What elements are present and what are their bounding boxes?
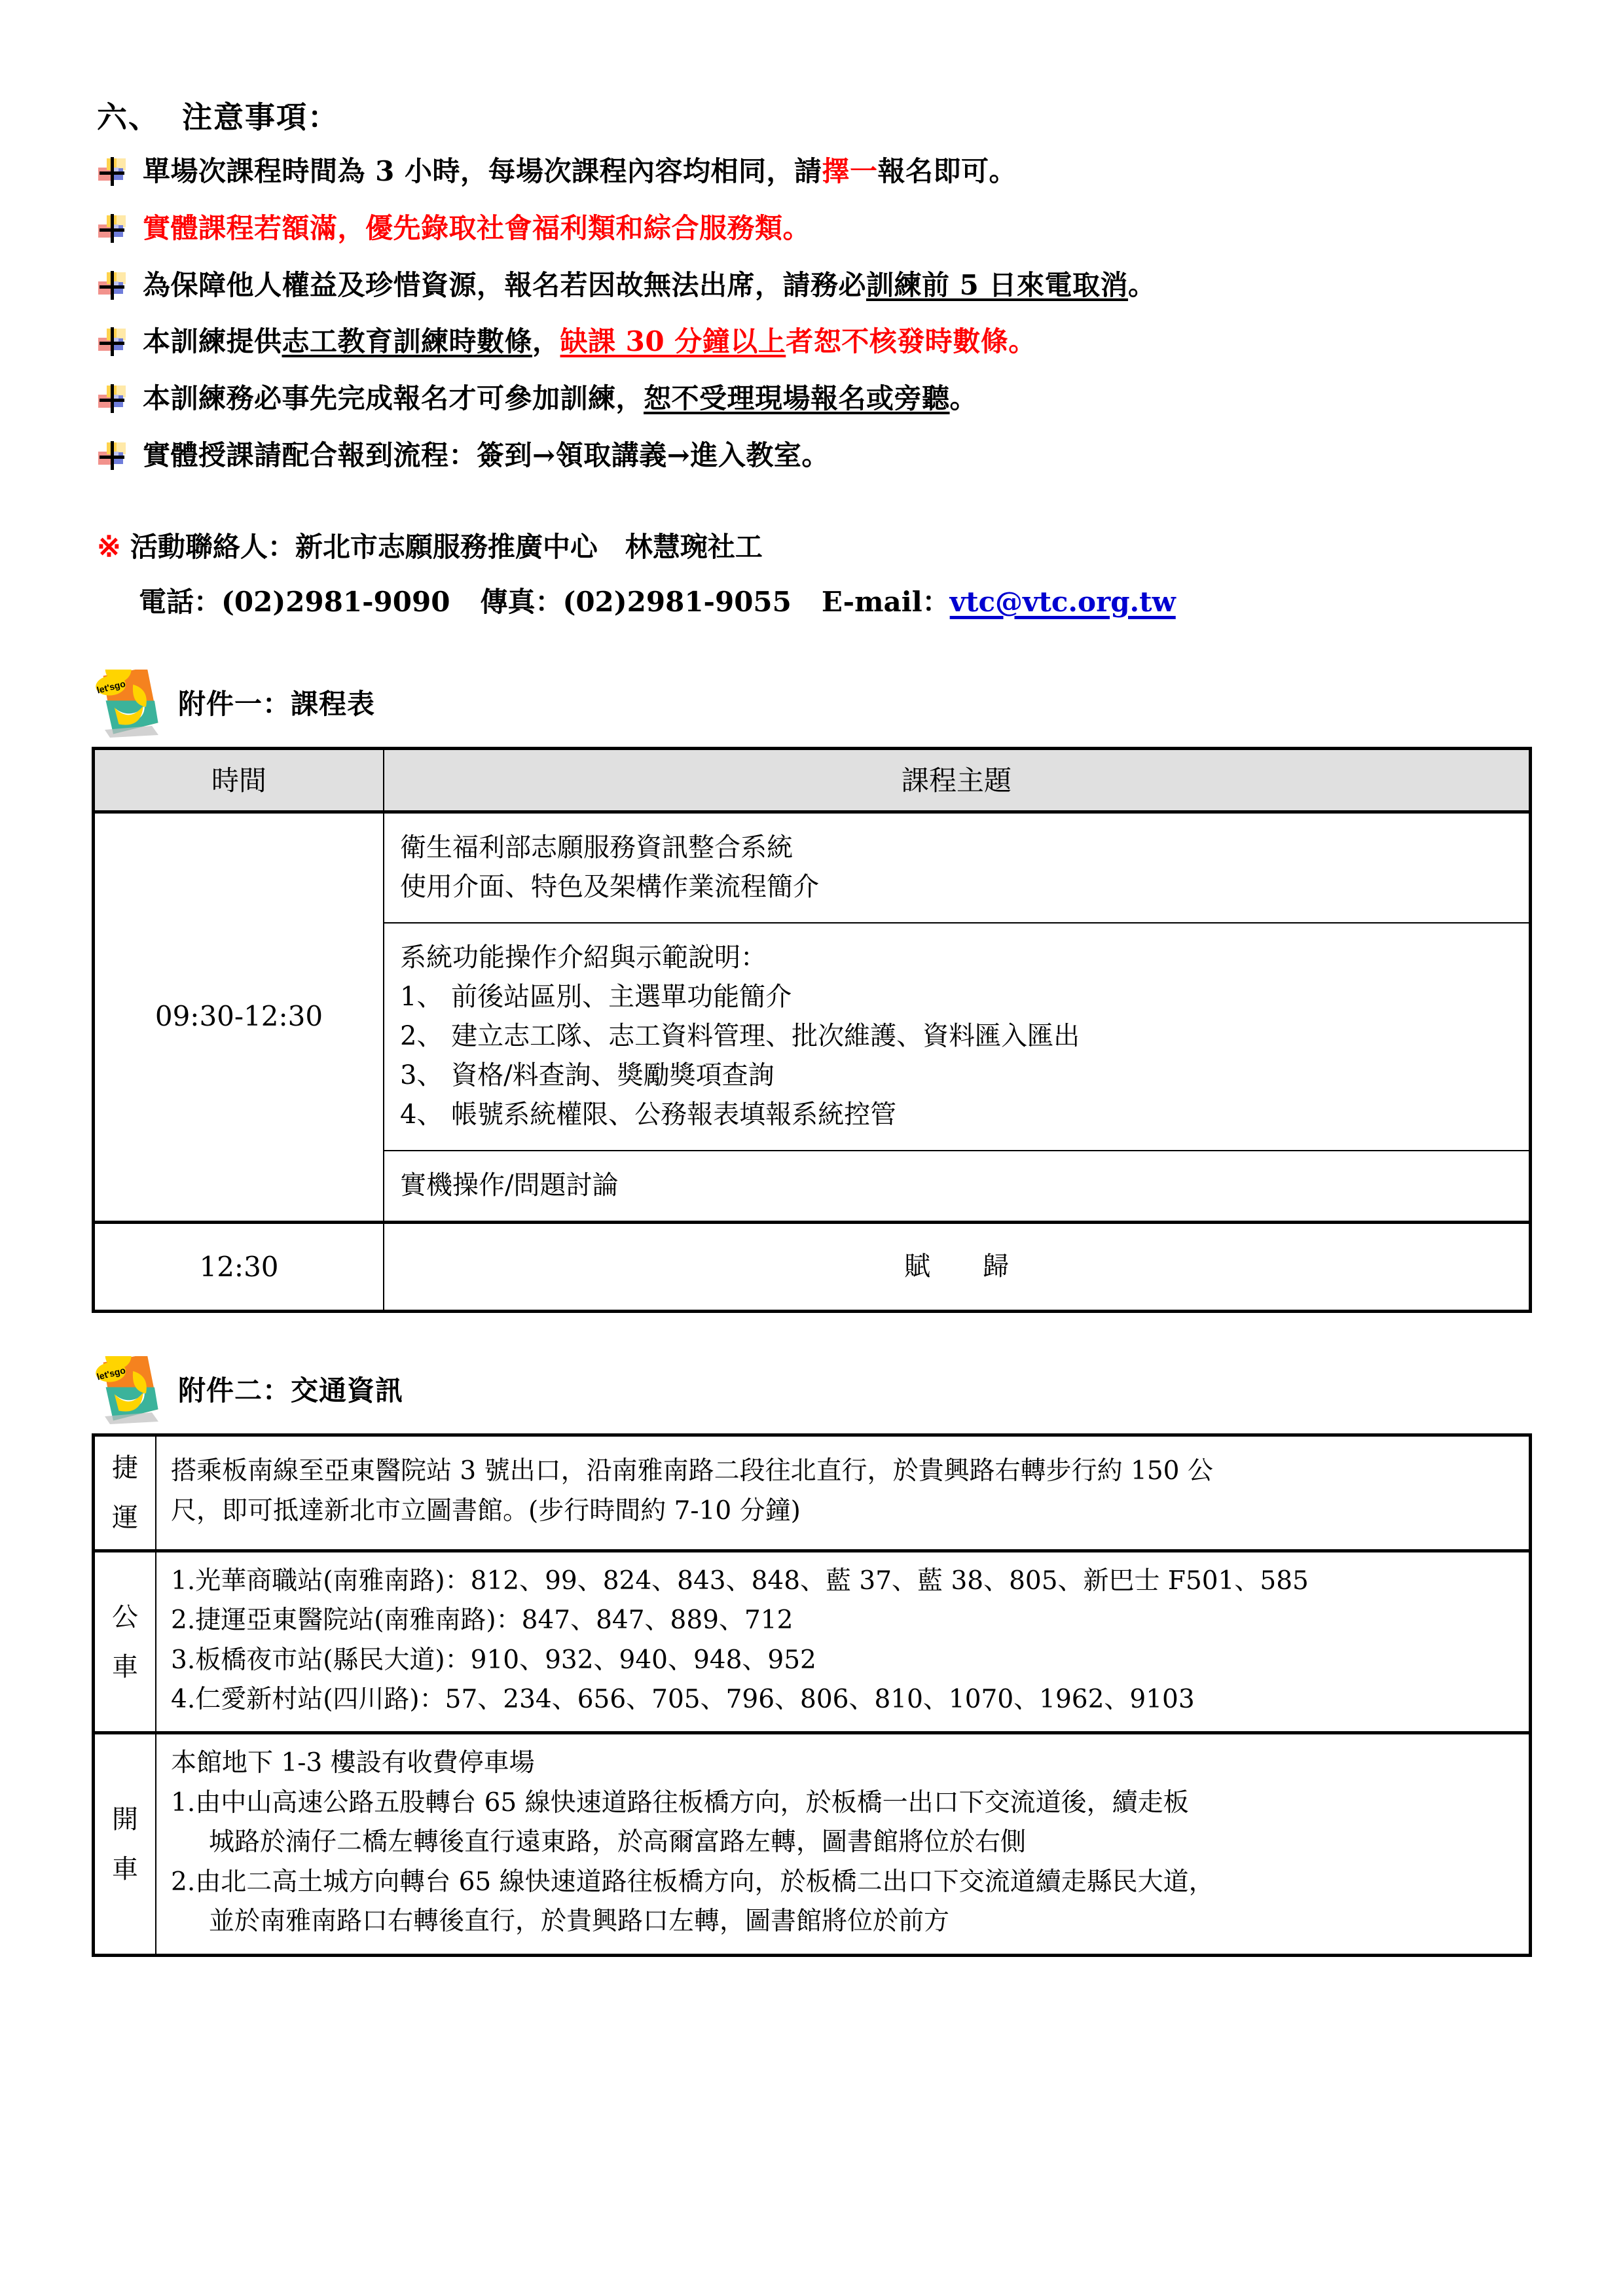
note-text [143, 207, 1531, 249]
note-text-run: 為保障他人權益及珍惜資源，報名若因故無法出席，請務必 [143, 268, 867, 301]
bullet-marker-icon [98, 442, 126, 470]
transport-detail-line: 4.仁愛新村站(四川路)：57、234、656、705、796、806、810、1070、1962、9103 [171, 1685, 1195, 1715]
lets-go-logo-icon [96, 670, 158, 738]
column-header-time: 時間 [94, 748, 384, 812]
contact-channels-line [139, 580, 1531, 624]
contact-block [97, 524, 1531, 624]
note-text [143, 264, 1531, 306]
transport-label-char: 捷 [112, 1452, 138, 1483]
course-schedule-table [92, 747, 1532, 1313]
email-label: E-mail： [821, 585, 950, 618]
transport-detail-line: 搭乘板南線至亞東醫院站 3 號出口，沿南雅南路二段往北直行，於貴興路右轉步行約 150 公 [171, 1456, 1213, 1486]
bullet-marker-icon [98, 329, 126, 356]
note-text-run: 。 [1127, 268, 1156, 301]
fax-value: (02)2981-9055 [562, 585, 792, 618]
note-text-run: 訓練前 5 日來電取消 [866, 268, 1128, 301]
note-item [92, 435, 1531, 476]
svg-text:let'sgo: let'sgo [96, 677, 127, 696]
topic-line: 使用介面、特色及架構作業流程簡介 [400, 871, 819, 902]
transport-label-char: 運 [112, 1502, 138, 1533]
note-text-run: 擇一 [822, 154, 878, 187]
note-item [92, 378, 1531, 419]
table-row [94, 1435, 1531, 1551]
note-item [92, 207, 1531, 249]
email-link[interactable]: vtc@vtc.org.tw [949, 585, 1176, 618]
transport-label-char: 車 [112, 1651, 138, 1682]
phone-label: 電話： [139, 585, 222, 618]
attachment-one-title: 附件一：課程表 [178, 687, 376, 720]
fax-label: 傳真： [480, 585, 563, 618]
cell-transport-label [94, 1435, 156, 1551]
bullet-marker-icon [98, 158, 126, 186]
topic-line: 衛生福利部志願服務資訊整合系統 [400, 832, 793, 863]
note-item [92, 264, 1531, 306]
cell-transport-detail [156, 1435, 1531, 1551]
transport-label-char: 公 [112, 1602, 138, 1632]
transport-detail-line: 本館地下 1-3 樓設有收費停車場 [171, 1748, 535, 1778]
section-number: 六、 [97, 99, 160, 135]
cell-transport-detail [156, 1733, 1531, 1955]
topic-line: 2、 建立志工隊、志工資料管理、批次維護、資料匯入匯出 [400, 1020, 1080, 1051]
note-item [92, 321, 1531, 362]
transport-detail-line: 1.由中山高速公路五股轉台 65 線快速道路往板橋方向，於板橋一出口下交流道後，續走板 [171, 1787, 1189, 1818]
transport-detail-line: 並於南雅南路口右轉後直行，於貴興路口左轉，圖書館將位於前方 [209, 1907, 950, 1937]
column-header-topic: 課程主題 [384, 748, 1531, 812]
transport-label-char: 開 [112, 1804, 138, 1835]
table-row [94, 1733, 1531, 1955]
note-text [143, 151, 1531, 192]
bullet-marker-icon [98, 215, 126, 243]
note-text-run: 缺課 30 分鐘以上 [560, 325, 786, 358]
cell-transport-detail [156, 1551, 1531, 1733]
cell-transport-label [94, 1733, 156, 1955]
phone-value: (02)2981-9090 [221, 585, 450, 618]
note-text-run: 本訓練提供 [143, 325, 282, 358]
topic-line: 系統功能操作介紹與示範說明： [400, 942, 767, 973]
table-row [94, 812, 1531, 923]
topic-line: 4、 帳號系統權限、公務報表填報系統控管 [400, 1099, 897, 1130]
topic-line: 實機操作/問題討論 [400, 1170, 619, 1200]
note-text [143, 435, 1531, 476]
table-row [94, 1222, 1531, 1311]
traffic-info-table [92, 1433, 1532, 1957]
table-header-row [94, 748, 1531, 812]
lets-go-logo-icon [96, 1356, 158, 1424]
note-text [143, 378, 1531, 419]
attachment-two-header [96, 1356, 1531, 1424]
note-text-run: 單場次課程時間為 3 小時，每場次課程內容均相同，請 [143, 154, 822, 187]
note-text-run: 實體授課請配合報到流程：簽到→領取講義→進入教室。 [143, 439, 830, 472]
transport-detail-line: 城路於湳仔二橋左轉後直行遠東路，於高爾富路左轉，圖書館將位於右側 [209, 1827, 1027, 1857]
note-text-run: 者恕不核發時數條。 [786, 325, 1036, 358]
attachment-two-title: 附件二：交通資訊 [178, 1374, 404, 1407]
note-text-run: 。 [949, 382, 978, 415]
transport-detail-line: 尺，即可抵達新北市立圖書館。(步行時間約 7-10 分鐘) [171, 1496, 801, 1526]
transport-label-char: 車 [112, 1854, 138, 1884]
cell-topic [384, 812, 1531, 923]
reference-mark-icon: ※ [97, 530, 121, 564]
table-row [94, 1551, 1531, 1733]
cell-topic [384, 923, 1531, 1151]
transport-detail-line: 2.由北二高土城方向轉台 65 線快速道路往板橋方向，於板橋二出口下交流道續走縣民大道， [171, 1867, 1214, 1897]
svg-text:let'sgo: let'sgo [96, 1364, 127, 1382]
cell-transport-label [94, 1551, 156, 1733]
bullet-marker-icon [98, 386, 126, 413]
cell-topic: 賦 歸 [384, 1222, 1531, 1311]
notes-list [92, 151, 1531, 476]
contact-person-label: 活動聯絡人： [130, 531, 295, 564]
transport-detail-line: 2.捷運亞東醫院站(南雅南路)：847、847、889、712 [171, 1605, 793, 1636]
note-text-run: 本訓練務必事先完成報名才可參加訓練， [143, 382, 644, 415]
contact-person-line [97, 524, 1531, 570]
cell-time: 09:30-12:30 [94, 812, 384, 1222]
transport-detail-line: 3.板橋夜市站(縣民大道)：910、932、940、948、952 [171, 1645, 816, 1675]
note-text-run: 實體課程若額滿，優先錄取社會福利類和綜合服務類。 [143, 211, 811, 244]
note-text-run: 報名即可。 [877, 154, 1017, 187]
bullet-marker-icon [98, 272, 126, 300]
note-text [143, 321, 1531, 362]
section-title: 注意事項： [182, 99, 339, 135]
note-text-run: ， [532, 325, 560, 358]
cell-topic [384, 1151, 1531, 1223]
note-text-run: 恕不受理現場報名或旁聽 [644, 382, 950, 415]
note-item [92, 151, 1531, 192]
topic-line: 1、 前後站區別、主選單功能簡介 [400, 981, 792, 1012]
attachment-one-header [96, 670, 1531, 738]
transport-detail-line: 1.光華商職站(南雅南路)：812、99、824、843、848、藍 37、藍 38、805、新巴士 F501、585 [171, 1566, 1309, 1596]
cell-time: 12:30 [94, 1222, 384, 1311]
topic-line: 3、 資格/料查詢、獎勵獎項查詢 [400, 1060, 775, 1090]
contact-person-value: 新北市志願服務推廣中心 林慧琬社工 [295, 531, 763, 564]
note-text-run: 志工教育訓練時數條 [282, 325, 533, 358]
section-heading [97, 98, 1531, 137]
